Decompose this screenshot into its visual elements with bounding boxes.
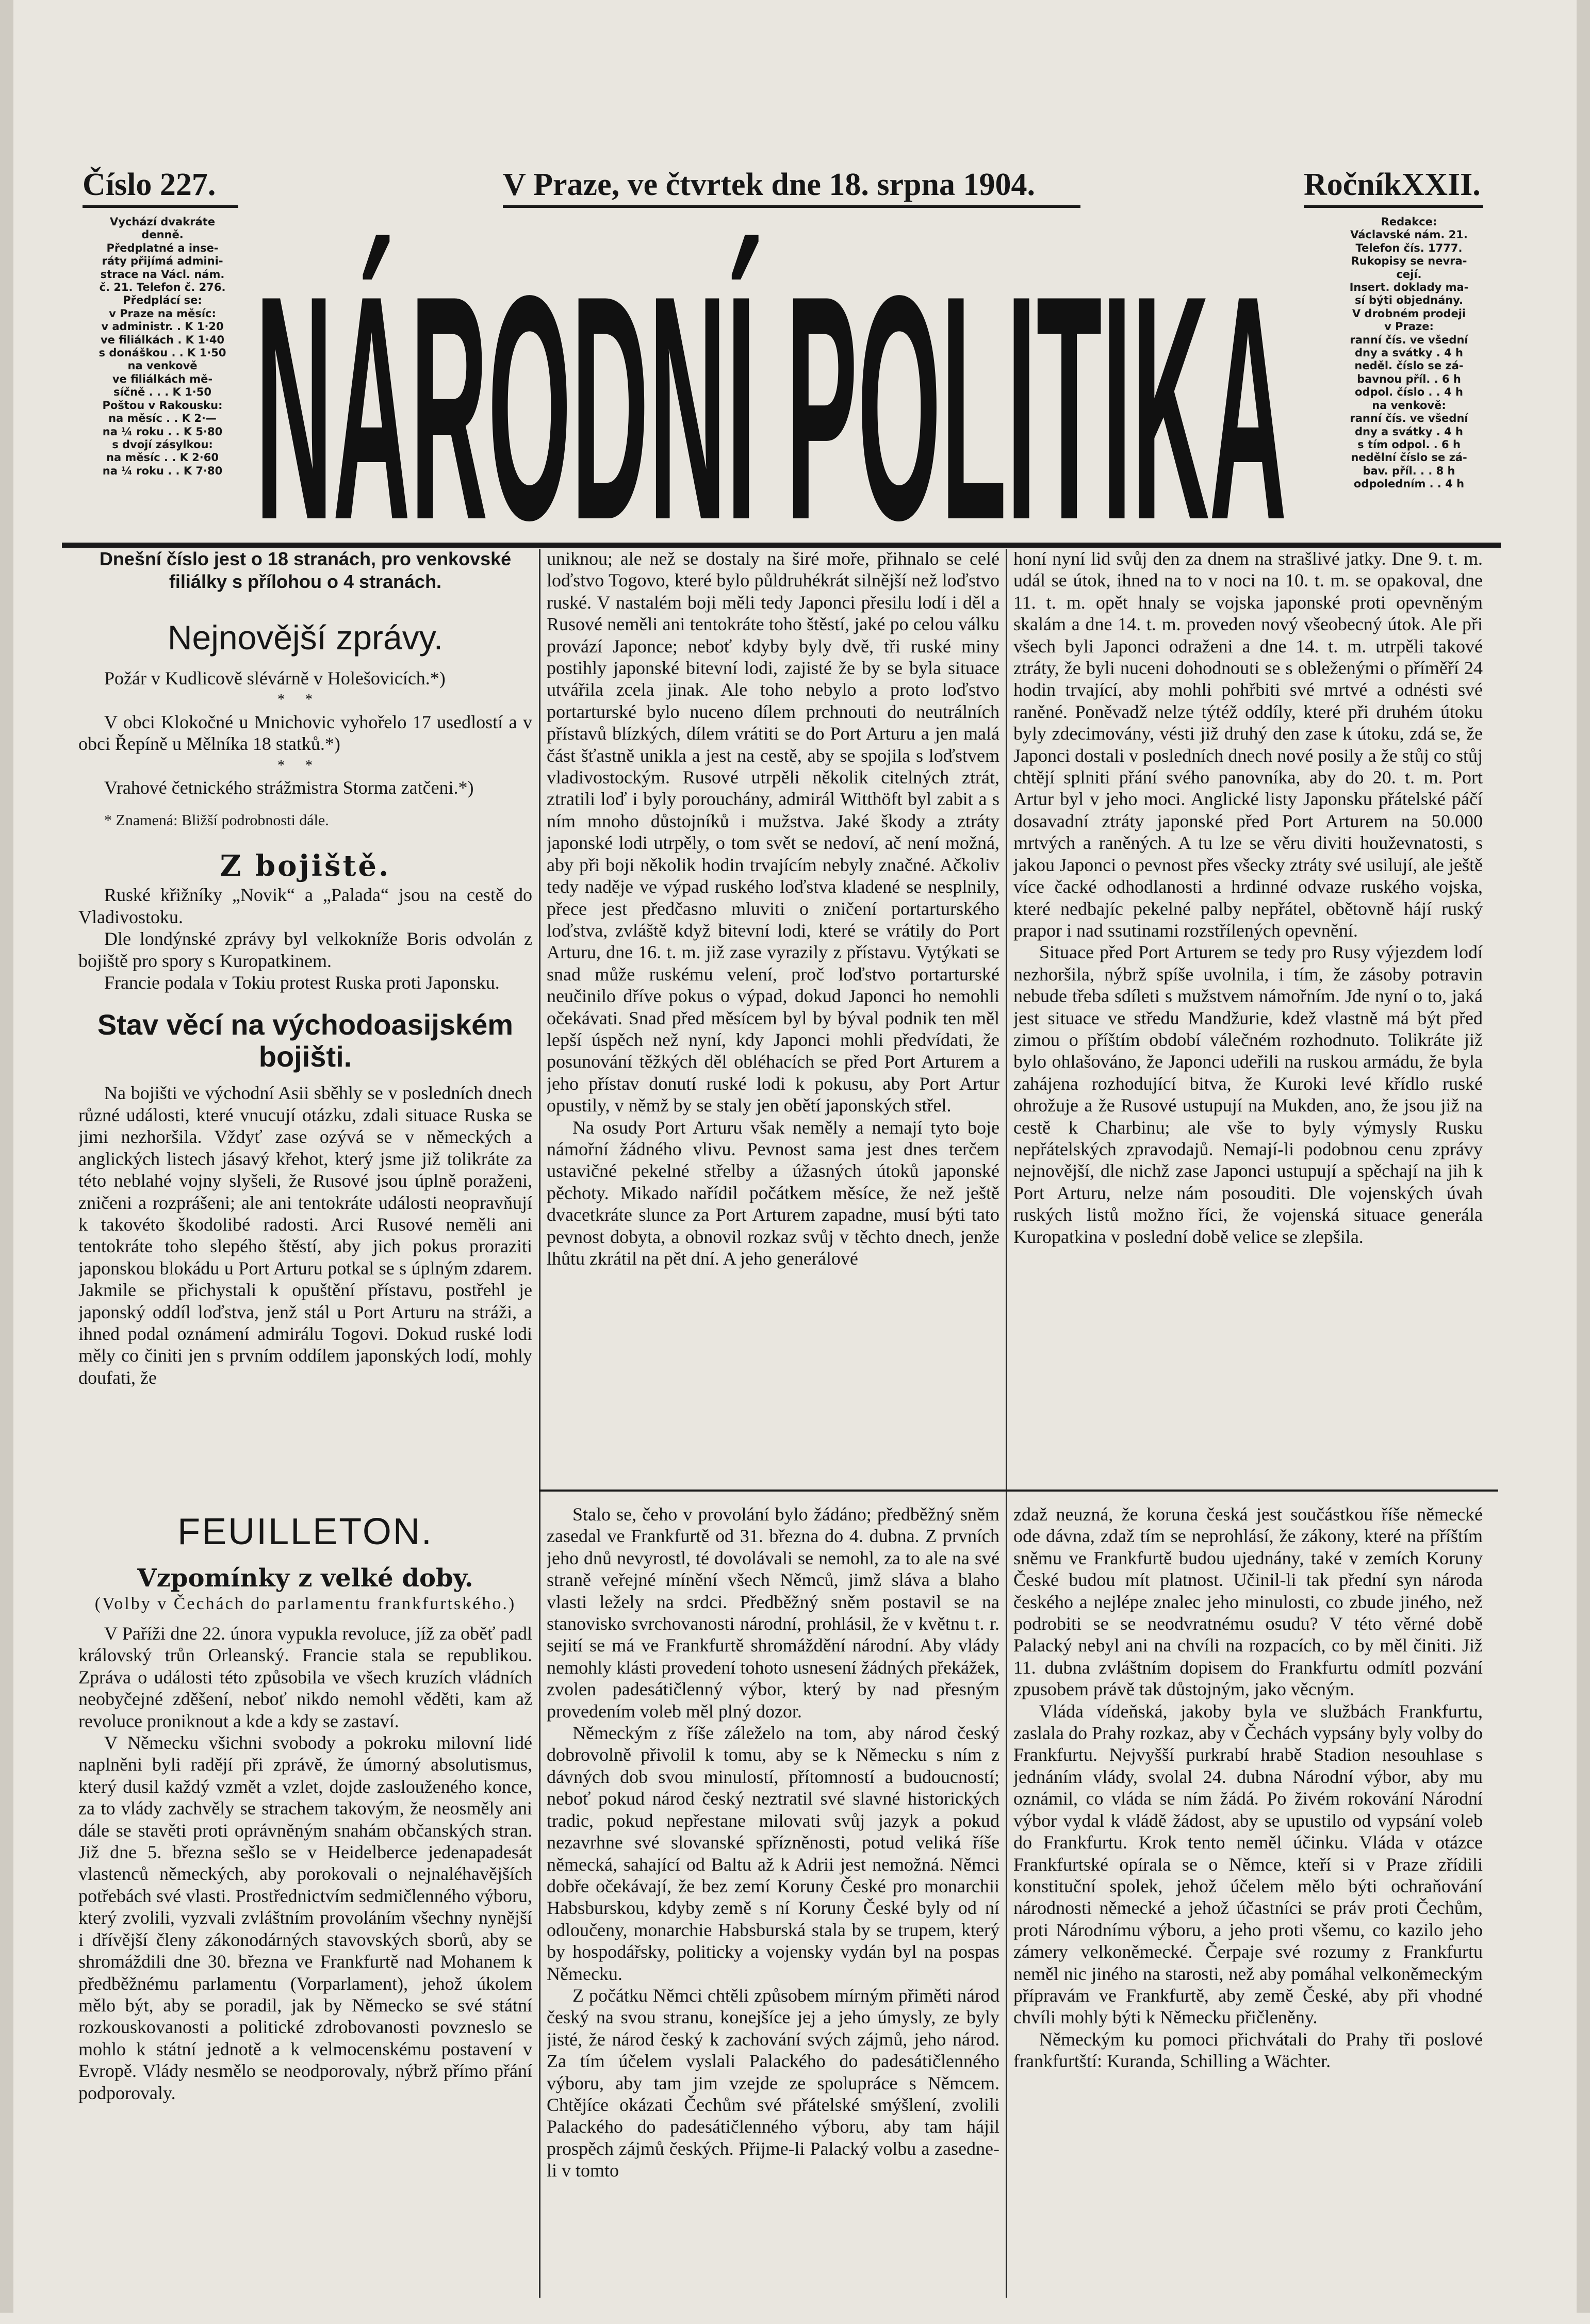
masthead: [242, 219, 1300, 539]
news-item: V obci Klokočné u Mnichovic vyhořelo 17 usedlostí a v obci Řepíně u Mělníka 18 statků.*): [78, 711, 532, 755]
scan-edge-right: [1577, 0, 1590, 2313]
column-2-article: [547, 548, 999, 1484]
battlefield-heading: Z bojiště.: [220, 849, 391, 883]
editorial-line: Rukopisy se nevra-: [1351, 255, 1467, 268]
subscription-line: v Praze na měsíc:: [109, 307, 216, 320]
editorial-line: odpoledním . . 4 h: [1353, 478, 1465, 490]
battlefield-item: Ruské křižníky „Novik“ a „Palada“ jsou na cestě do Vladivostoku.: [78, 885, 532, 927]
subscription-line: na venkově: [127, 359, 198, 372]
subscription-line: síčně . . . K 1·50: [113, 386, 211, 399]
editorial-line: s tím odpol. . 6 h: [1357, 438, 1461, 451]
feuilleton-subsubtitle: (Volby v Čechách do parlamentu frankfurtského.): [94, 1594, 516, 1613]
subscription-line: s dvojí zásylkou:: [112, 438, 213, 451]
feuilleton-body: [78, 1623, 532, 2324]
column-divider: [1006, 549, 1007, 2298]
feuilleton-paragraph: V Německu všichni svobody a pokroku milovní lidé naplněni byli radějí při zprávě, že úmorný absolutismus, který dusil každý vzmět a vzlet, dojde zaslouženého konce, za to vlády zachvěly se strachem takovým, že neosměly ani dále se stavěti proti oprávněným snahám občanských stran. Již dne 5. března sešlo se v Heidelberce jedenapadesát vlastenců německých, aby porokovali o nejnaléhavějších potřebách své vlasti. Prostřednictvím sedmičlenného výboru, který zvolili, vyzvali zvláštním provoláním všechny nynější i dřívější členy zákonodárných stavovských sborů, aby se shromáždili dne 30. března ve Frankfurtě nad Mohanem k předběžnému parlamentu (Vorparlament), jehož úkolem mělo být, aby se poradil, jak by Německo se své státní rozkouskovanosti a politické zdrobovanosti povzneslo se mohlo k státní jednotě a k velmocenskému postavení v Evropě. Vlády nesmělo se neodporovaly, nýbrž přímo přání podporovaly.: [78, 1732, 532, 2103]
separator-stars: **: [277, 757, 333, 774]
footnote-key: * Znamená: Bližší podrobnosti dále.: [104, 812, 329, 829]
feuilleton-subtitle: Vzpomínky z velké doby.: [137, 1564, 473, 1593]
editorial-line: v Praze:: [1384, 320, 1434, 333]
feuilleton-paragraph: V Paříži dne 22. února vypukla revoluce, jíž za oběť padl královský trůn Orleanský. Francie stala se republikou. Zpráva o události této způsobila ve všech kruzích vládních neobyčejné zděšení, neboť nikdo nemohl věděti, kam až revoluce proniknout a kde a kdy se zastaví.: [78, 1623, 532, 1731]
editorial-line: nedělní číslo se zá-: [1351, 451, 1467, 464]
subscription-line: Poštou v Rakousku:: [102, 399, 223, 412]
editorial-line: odpol. číslo . . 4 h: [1355, 386, 1463, 399]
feuilleton-heading: FEUILLETON.: [177, 1511, 433, 1552]
subscription-line: v administr. . K 1·20: [101, 320, 224, 333]
editorial-line: neděl. číslo se zá-: [1354, 359, 1464, 372]
subscription-line: na měsíc . . K 2·60: [106, 451, 219, 464]
editorial-line: V drobném prodeji: [1352, 307, 1466, 320]
subscription-info: [77, 216, 248, 478]
article-paragraph: Situace před Port Arturem se tedy pro Rusy výjezdem lodí nezhoršila, nýbrž spíše uvolnila, i tím, že zásoby potravin nebude třeba sdíleti s mužstvem námořním. Jde nyní o to, jaká jest situace ve středu Mandžurie, kdež vlastně má být před zimou o příštím období válečném rozhodnuto. Tolikráte již bylo ohlašováno, že Japonci udeřili na ruskou armádu, že byla zahájena rozhodující bitva, že Kuroki levé křídlo ruské ohrožuje a že Rusové ustupují na Mukden, ano, že jsou již na cestě k Charbinu; ale vše to byly výmysly Rusku nepřátelských zpravodajů. Nemají-li podobnou cenu zprávy nejnovější, dle nichž zase Japonci ustupují a spěchají na jih k Port Arturu, nelze nám posouditi. Dle vojenských úvah ruských listů možno říci, že vojenská situace generála Kuropatkina v poslední době velice se zlepšila.: [1013, 942, 1483, 1247]
editorial-line: bavnou příl. . 6 h: [1357, 372, 1461, 385]
volume-number: RočníkXXII.: [1304, 167, 1481, 202]
feuilleton-column-2: [547, 1503, 999, 2287]
editorial-line: Insert. doklady ma-: [1349, 281, 1469, 294]
column-1-news: [78, 548, 532, 1598]
scan-edge-left: [0, 0, 13, 2313]
feuilleton-paragraph: Německým ku pomoci přichvátali do Prahy tři poslové frankfurtští: Kuranda, Schilling a Wächter.: [1013, 2028, 1483, 2072]
editorial-info: [1326, 216, 1491, 491]
subscription-line: na měsíc . . K 2·—: [108, 412, 217, 425]
issue-number: Číslo 227.: [83, 167, 216, 202]
editorial-line: ranní čís. ve všední: [1350, 412, 1468, 425]
header-rule: [503, 205, 1080, 208]
editorial-line: Václavské nám. 21.: [1350, 228, 1468, 241]
editorial-line: sí býti objednány.: [1354, 294, 1464, 307]
subscription-line: na ¼ roku . . K 7·80: [102, 464, 223, 477]
header-rule: [83, 205, 238, 208]
issue-date: V Praze, ve čtvrtek dne 18. srpna 1904.: [503, 167, 1036, 202]
feuilleton-paragraph: Německým z říše záleželo na tom, aby národ český dobrovolně přivolil k tomu, aby se k Německu s ním z dávných dob svou minulostí, přítomností a budoucností; neboť pokud národ český neztratil své slavné historických tradic, pokud nepřestane milovati svůj jazyk a pokud nezavrhne své slovanské spřízněnosti, potud veliká říše německá, sahající od Baltu až k Adrii jest nemožná. Němci dobře očekávají, že bez zemí Koruny České pro monarchii Habsburskou, kdyby země s ní Koruny České byly od ní odloučeny, monarchie Habsburská stala by se trupem, který by hospodářsky, politicky a vojensky vydán byl na pospas Německu.: [547, 1723, 999, 1984]
editorial-line: dny a svátky . 4 h: [1355, 347, 1463, 359]
feuilleton-paragraph: Vláda vídeňská, jakoby byla ve službách Frankfurtu, zaslala do Prahy rozkaz, aby v Čechách vypsány byly volby do Frankfurtu. Nejvyšší purkrabí hrabě Stadion nesouhlase s jednáním vlády, svolal 24. dubna Národní výbor, aby mu oznámil, co vláda se ním žádá. Po živém rokování Národní výbor vydal k vládě žádost, aby se upustilo od vypsání voleb do Frankfurtu. Krok tento neměl účinku. Vláda v otázce Frankfurtské opírala se o Němce, kteří si v Praze zřídili konstituční spolek, jehož účelem mělo býti ochraňování národnosti německé a jehož účastníci se práv proti Čechům, proti Národnímu výboru, a jeho proti všemu, co kazilo jeho zámery velkoněmecké. Čerpaje své rozumy z Frankfurtu neměl nic jiného na starosti, než aby pomáhal velkoněmeckým přípravám ve Frankfurtě, aby země České, aby při vhodné chvíli mohly býti k Německu přičleněny.: [1013, 1700, 1483, 2028]
column-divider: [539, 549, 540, 2298]
subscription-line: č. 21. Telefon č. 276.: [99, 281, 226, 294]
masthead-rule: [62, 543, 1501, 548]
latest-news-heading: Nejnovější zprávy.: [167, 618, 444, 657]
subscription-line: ve filiálkách . K 1·40: [100, 333, 225, 346]
subscription-line: strace na Václ. nám.: [100, 268, 225, 281]
feuilleton-paragraph: Z počátku Němci chtěli způsobem mírným přiměti národ český na svou stranu, konejšíce jej a jeho úmysly, ze byly jisté, že národ český k zachování svých zájmů, jeho národ. Za tím účelem vyslali Palackého do padesátičlenného výboru, aby tam jim vzejde ze spolupráce s Němcem. Chtějíce okázati Čechům své přátelské smýšlení, zvolili Palackého do padesátičlenného výboru, aby tam hájil prospěch zájmů českých. Přijme-li Palacký volbu a zasedne-li v tomto: [547, 1985, 999, 2181]
subscription-line: ráty přijímá admini-: [102, 255, 223, 268]
editorial-line: Telefon čís. 1777.: [1355, 241, 1463, 254]
separator-stars: **: [277, 692, 333, 708]
situation-text: Na bojišti ve východní Asii sběhly se v posledních dnech různé události, které vnucují otázku, zdali situace Ruska se jimi nezhoršila. Vždyť zase ozývá se v německých a anglických listech jásavý křehot, který jsme již tolikráte za této neblahé vojny slyšeli, že Rusové jsou úplně poraženi, zničeni a rozprášeni; ale ani tentokráte události neopravňují k takovéto škodolibé radosti. Arci Rusové neměli ani tentokráte toho slepého štěstí, aby jich pokus proraziti japonskou blokádu u Port Arturu potkal se s úplným zdarem. Jakmile se přichystali k opuštění přístavu, postřehl je japonský oddíl loďstva, jenž stál u Port Arturu na stráži, a ihned podal oznámení admirálu Togovi. Dokud ruské lodi měly co činiti jen s prvním oddílem japonských lodí, mohly doufati, že: [78, 1083, 532, 1388]
issue-notice: Dnešní číslo jest o 18 stranách, pro venkovské filiálky s přílohou o 4 stranách.: [99, 548, 512, 592]
article-paragraph: honí nyní lid svůj den za dnem na strašlivé jatky. Dne 9. t. m. udál se útok, ihned na to v noci na 10. t. m. se opakoval, dne 11. t. m. opět hnaly se vojska japonské proti opevněným skalám a dne 14. t. m. proveden nový všeobecný útok. Ale při všech byli Japonci odraženi a dne 14. t. m. utrpěli takové ztráty, že byli nuceni dohodnouti se s obleženými o příměří 24 hodin trvající, aby mohli pohřbiti své mrtvé a odnésti své raněné. Poněvadž nelze týtéž oddíly, které při druhém útoku byly zdecimovány, vésti již druhý den zase k útoku, zdá se, že Japonci dostali v posledních dnech nové posily a že stůj co stůj chtějí splniti přání svého panovníka, aby do 20. t. m. Port Artur byl v jeho moci. Anglické listy Japonsku přátelské páčí dosavadní ztráty japonské před Port Arturem na 50.000 mrtvých a raněných. A tu lze se věru diviti houževnatosti, s jakou Japonci o pevnost přes všecky ztráty své usilují, ale ještě více čacké odhodlanosti a hrdinné odvaze ruského vojska, které nedbajíc pekelné palby nepřátel, obětovně hájí ruský prapor i nad ssutinami rozstřílených opevnění.: [1013, 548, 1483, 941]
article-paragraph: uniknou; ale než se dostaly na širé moře, přihnalo se celé loďstvo Togovo, které bylo půldruhékrát silnější než loďstvo ruské. V nastalém boji měli tedy Japonci přesilu lodí i děl a Rusové neměli ani tentokráte toho štěstí, jaké po celou válku provází Japonce; neboť kdyby byly dvě, tři ruské miny postihly japonské bitevní lodi, zajisté že by se byla situace utvářila zcela jinak. Ale toho nebylo a proto loďstvo portarturské bylo nuceno dílem prchnouti do neutrálních přístavů blízkých, dílem vrátiti se do Port Arturu a jen malá část šťastně unikla a jest na cestě, aby se spojila s loďstvem vladivostockým. Rusové utrpěli několik citelných ztrát, ztratili loď i byly porouchány, admirál Witthöft byl zabit a s ním mnoho důstojníků i mužstva. Jaké škody a ztráty japonské lodi utrpěly, o tom svět se nedoví, ač není možná, aby při boji několik hodin trvajícím nebyly značné. Ačkoliv tedy naděje ve výpad ruského loďstva kladené se nesplnily, přece jest předčasno mluviti o zničení portarturského loďstva, zvláště když bitevní lodi, které se vrátily do Port Arturu, dne 16. t. m. již zase vyrazily z přístavu. Vytýkati se snad může ruskému velení, proč loďstvo portarturské neučinilo dříve pokus o výpad, dokud Japonci ho nemohli očekávati. Snad před měsícem byl by býval podnik ten měl lepší úspěch než nyní, kdy Japonci mohli předvídati, že posunování těžkých děl obléhacích se před Port Arturem a jeho přístav donutí ruské lodi k pokusu, aby Port Artur opustily, v němž by se staly jen obětí japonských střel.: [547, 548, 999, 1116]
subscription-line: s donáškou . . K 1·50: [99, 347, 226, 359]
editorial-line: Redakce:: [1381, 216, 1437, 228]
column-3-article: [1013, 548, 1483, 1484]
editorial-line: bav. příl. . . 8 h: [1363, 464, 1455, 477]
subscription-line: denně.: [141, 228, 184, 241]
editorial-line: dny a svátky . 4 h: [1355, 425, 1463, 438]
subscription-line: ve filiálkách mě-: [112, 372, 213, 385]
subscription-line: Předplatné a inse-: [106, 241, 219, 254]
subscription-line: Vychází dvakráte: [110, 216, 215, 228]
subscription-line: na ¼ roku . . K 5·80: [102, 425, 223, 438]
feuilleton: [78, 1510, 532, 2324]
feuilleton-paragraph: zdaž neuzná, že koruna česká jest součástkou říše německé ode dávna, zdaž tím se neprohlásí, že zákony, které na příštím sněmu ve Frankfurtě budou ujednány, také v zemích Koruny České budou mít platnost. Učinil-li tak přední syn národa českého a nejlépe znalec jeho minulosti, co zbude jiného, než podrobiti se se neodvratnému osudu? V této věrné době Palacký nebyl ani na chvíli na rozpacích, co by měl činiti. Již 11. dubna zvláštním dopisem do Frankfurtu odmítl pozvání zpusobem právě tak důstojným, jako věcným.: [1013, 1504, 1483, 1700]
feuilleton-rule: [539, 1490, 1498, 1492]
situation-heading: Stav věcí na východoasijském bojišti.: [97, 1008, 514, 1073]
editorial-line: na venkově:: [1372, 399, 1446, 412]
news-item: Vrahové četnického strážmistra Storma zatčeni.*): [104, 777, 474, 798]
masthead-title: NÁRODNÍ POLITIKA: [255, 230, 1287, 539]
editorial-line: ranní čís. ve všední: [1350, 333, 1468, 346]
subscription-line: Předplácí se:: [123, 294, 202, 307]
battlefield-item: Dle londýnské zprávy byl velkokníže Boris odvolán z bojiště pro spory s Kuropatkinem.: [78, 928, 532, 971]
header-rule: [1304, 205, 1483, 208]
editorial-line: cejí.: [1396, 268, 1422, 281]
feuilleton-paragraph: Stalo se, čeho v provolání bylo žádáno; předběžný sněm zasedal ve Frankfurtě od 31. března do 4. dubna. Z prvních jeho dnů nevyrostl, té dovolávali se nemohl, za to ale na své straně veřejné mínění všech Němců, jimž sláva a blaho vlasti ležely na srdci. Předběžný sněm postavil se na stanovisko svrchovanosti národní, prohlásil, že v květnu t. r. sejití se má ve Frankfurtě shromáždění národní. Aby vlády nemohly klásti provedení tohoto usnesení žádných překážek, zvolen padesátičlenný výbor, který by nad přesným provedením voleb měl plný dozor.: [547, 1504, 999, 1722]
article-paragraph: Na osudy Port Arturu však neměly a nemají tyto boje námořní žádného vlivu. Pevnost sama jest dnes terčem ustavičné pekelné střelby a úžasných útoků japonské pěchoty. Mikado nařídil počátkem měsíce, že než ještě dvacetkráte slunce za Port Arturem zapadne, musí býti tato pevnost dobyta, a obnovil rozkaz svůj v těchto dnech, jenže lhůtu zkrátil na pět dní. A jeho generálové: [547, 1117, 999, 1269]
feuilleton-column-3: [1013, 1503, 1483, 2287]
news-item: Požár v Kudlicově slévárně v Holešovicích.*): [104, 668, 446, 689]
battlefield-item: Francie podala v Tokiu protest Ruska proti Japonsku.: [104, 972, 500, 993]
